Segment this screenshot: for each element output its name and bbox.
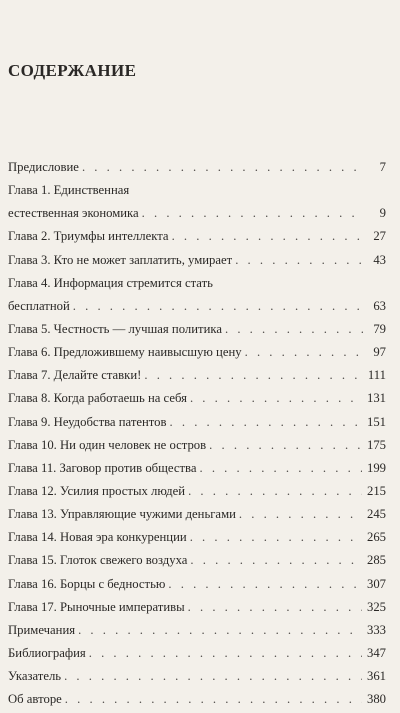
toc-entry [8, 621, 386, 644]
toc-entry [8, 575, 386, 598]
toc-entry [8, 528, 386, 551]
table-of-contents [8, 158, 386, 713]
toc-page-number: 9 [379, 206, 386, 221]
dot-leader [142, 204, 363, 222]
dot-leader [64, 667, 362, 685]
toc-entry-title: Библиография [8, 645, 86, 660]
dot-leader [225, 320, 363, 338]
toc-page-number: 347 [366, 645, 386, 660]
dot-leader [190, 389, 362, 407]
toc-page-number: 265 [366, 530, 386, 545]
dot-leader [209, 436, 362, 454]
toc-entry-title-continued: естественная экономика [8, 206, 139, 221]
toc-entry-title: Глава 7. Делайте ставки! [8, 368, 142, 383]
toc-entry-title: Глава 8. Когда работаешь на себя [8, 391, 187, 406]
toc-page-number: 7 [379, 160, 386, 174]
toc-entry-title: Глава 6. Предложившему наивысшую цену [8, 345, 242, 360]
toc-entry [8, 667, 386, 690]
dot-leader [144, 366, 363, 384]
toc-page-number: 151 [366, 414, 386, 429]
toc-page-number: 111 [367, 368, 386, 383]
toc-page-number: 307 [366, 576, 386, 591]
dot-leader [170, 413, 362, 431]
toc-entry-title: Глава 4. Информация стремится стать [8, 275, 213, 290]
toc-entry-title-continued: бесплатной [8, 298, 70, 313]
toc-entry [8, 251, 386, 274]
toc-entry [8, 644, 386, 667]
toc-entry [8, 181, 386, 227]
toc-entry [8, 158, 386, 181]
toc-entry-title: Глава 10. Ни один человек не остров [8, 437, 207, 452]
toc-entry [8, 482, 386, 505]
dot-leader [190, 551, 362, 569]
toc-page-number: 215 [366, 484, 386, 498]
toc-entry-title: Глава 3. Кто не может заплатить, умирает [8, 252, 233, 267]
page-title: СОДЕРЖАНИЕ [8, 61, 137, 80]
toc-entry-title: Примечания [8, 622, 76, 637]
toc-entry [8, 274, 386, 320]
toc-page-number: 285 [366, 553, 386, 568]
toc-entry [8, 343, 386, 366]
toc-page-number: 333 [366, 622, 386, 637]
toc-page-number: 63 [373, 298, 386, 313]
dot-leader [172, 227, 363, 245]
dot-leader [188, 598, 362, 616]
dot-leader [73, 297, 363, 315]
toc-page-number: 325 [366, 599, 386, 614]
dot-leader [245, 343, 363, 361]
toc-entry [8, 320, 386, 343]
toc-page-number: 131 [366, 391, 386, 406]
toc-entry [8, 389, 386, 412]
dot-leader [190, 528, 362, 546]
toc-entry-title: Об авторе [8, 692, 62, 707]
toc-entry-title: Указатель [8, 669, 62, 684]
toc-entry-title: Глава 17. Рыночные императивы [8, 599, 185, 614]
toc-page-number: 27 [373, 229, 386, 244]
toc-page-number: 199 [366, 460, 386, 475]
toc-page-number: 361 [366, 669, 386, 684]
toc-entry-title: Глава 9. Неудобства патентов [8, 414, 167, 429]
toc-page-number: 79 [373, 322, 386, 337]
dot-leader [188, 482, 362, 500]
dot-leader [239, 505, 362, 523]
toc-entry-title: Глава 16. Борцы с бедностью [8, 576, 166, 591]
dot-leader [65, 690, 362, 708]
dot-leader [82, 158, 363, 176]
dot-leader [78, 621, 362, 639]
dot-leader [235, 251, 363, 269]
toc-page-number: 245 [366, 507, 386, 522]
dot-leader [199, 459, 362, 477]
toc-entry-title: Предисловие [8, 160, 79, 174]
toc-page-number: 175 [366, 437, 386, 452]
toc-entry [8, 413, 386, 436]
dot-leader [168, 575, 362, 593]
toc-entry-title: Глава 5. Честность — лучшая политика [8, 322, 222, 337]
toc-entry [8, 505, 386, 528]
toc-entry [8, 227, 386, 250]
toc-entry [8, 459, 386, 482]
dot-leader [89, 644, 362, 662]
toc-page-number: 43 [373, 252, 386, 267]
toc-entry-title: Глава 14. Новая эра конкуренции [8, 530, 187, 545]
toc-entry-title: Глава 12. Усилия простых людей [8, 484, 186, 498]
toc-entry-title: Глава 1. Единственная [8, 183, 130, 198]
toc-entry [8, 366, 386, 389]
toc-entry [8, 551, 386, 574]
toc-entry [8, 436, 386, 459]
toc-entry-title: Глава 2. Триумфы интеллекта [8, 229, 169, 244]
toc-page-number: 380 [366, 692, 386, 707]
toc-entry-title: Глава 13. Управляющие чужими деньгами [8, 507, 236, 522]
toc-entry-title: Глава 11. Заговор против общества [8, 460, 197, 475]
toc-entry [8, 598, 386, 621]
toc-entry-title: Глава 15. Глоток свежего воздуха [8, 553, 188, 568]
toc-page-number: 97 [373, 345, 386, 360]
